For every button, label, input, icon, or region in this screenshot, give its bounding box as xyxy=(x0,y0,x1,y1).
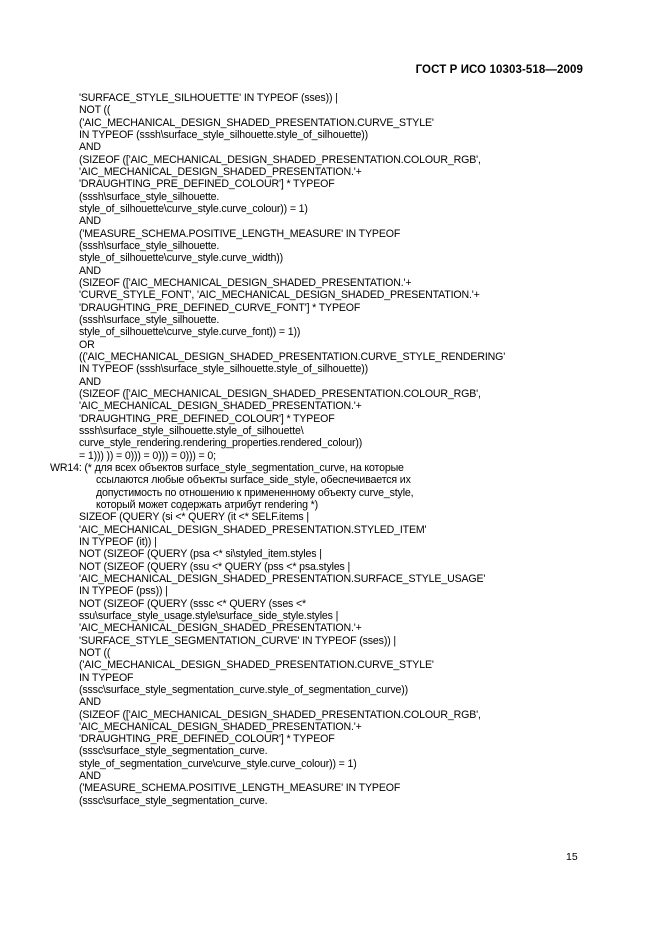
code-line: 'AIC_MECHANICAL_DESIGN_SHADED_PRESENTATION.'+ xyxy=(79,400,362,413)
code-line: 'DRAUGHTING_PRE_DEFINED_COLOUR'] * TYPEOF xyxy=(79,733,335,746)
code-line: sssh\surface_style_silhouette.style_of_silhouette\ xyxy=(79,424,304,437)
code-line: AND xyxy=(79,770,101,783)
code-line: curve_style_rendering.rendering_properties.rendered_colour)) xyxy=(79,437,363,450)
code-line: 'CURVE_STYLE_FONT', 'AIC_MECHANICAL_DESIGN_SHADED_PRESENTATION.'+ xyxy=(79,289,480,302)
code-line: (sssh\surface_style_silhouette. xyxy=(79,190,220,203)
code-line: NOT (( xyxy=(79,646,111,659)
code-line: NOT (SIZEOF (QUERY (psa <* si\styled_item.styles | xyxy=(79,548,322,561)
document-header: ГОСТ Р ИСО 10303-518—2009 xyxy=(415,64,583,76)
code-line: ссылаются любые объекты surface_side_style, обеспечивается их xyxy=(96,474,411,487)
code-line: NOT (( xyxy=(79,104,111,117)
code-line: (sssh\surface_style_silhouette. xyxy=(79,239,220,252)
code-line: (sssc\surface_style_segmentation_curve.style_of_segmentation_curve)) xyxy=(79,683,408,696)
code-line: 'DRAUGHTING_PRE_DEFINED_COLOUR'] * TYPEOF xyxy=(79,178,335,191)
code-line: допустимость по отношению к примененному объекту curve_style, xyxy=(96,486,414,499)
code-line: 'AIC_MECHANICAL_DESIGN_SHADED_PRESENTATION.STYLED_ITEM' xyxy=(79,523,427,536)
code-line: IN TYPEOF (sssh\surface_style_silhouette.style_of_silhouette)) xyxy=(79,363,369,376)
code-line: (SIZEOF (['AIC_MECHANICAL_DESIGN_SHADED_PRESENTATION.COLOUR_RGB', xyxy=(79,153,481,166)
code-line: (sssh\surface_style_silhouette. xyxy=(79,313,220,326)
code-line: SIZEOF (QUERY (si <* QUERY (it <* SELF.items | xyxy=(79,511,309,524)
code-line: style_of_segmentation_curve\curve_style.curve_colour)) = 1) xyxy=(79,757,357,770)
code-line: IN TYPEOF (sssh\surface_style_silhouette.style_of_silhouette)) xyxy=(79,128,369,141)
code-line: AND xyxy=(79,264,101,277)
code-line: 'DRAUGHTING_PRE_DEFINED_COLOUR'] * TYPEOF xyxy=(79,412,335,425)
code-line: AND xyxy=(79,141,101,154)
code-line: (sssc\surface_style_segmentation_curve. xyxy=(79,745,268,758)
code-line: NOT (SIZEOF (QUERY (sssc <* QUERY (sses <* xyxy=(79,597,307,610)
code-line: ('AIC_MECHANICAL_DESIGN_SHADED_PRESENTATION.CURVE_STYLE' xyxy=(79,116,434,129)
code-line: 'DRAUGHTING_PRE_DEFINED_CURVE_FONT'] * TYPEOF xyxy=(79,301,361,314)
rule-label-line: WR14: (* для всех объектов surface_style_segmentation_curve, на которые xyxy=(50,461,404,474)
code-line: ('AIC_MECHANICAL_DESIGN_SHADED_PRESENTATION.CURVE_STYLE' xyxy=(79,659,434,672)
code-line: OR xyxy=(79,338,95,351)
code-line: (SIZEOF (['AIC_MECHANICAL_DESIGN_SHADED_PRESENTATION.COLOUR_RGB', xyxy=(79,708,481,721)
code-line: IN TYPEOF xyxy=(79,671,134,684)
code-line: style_of_silhouette\curve_style.curve_font)) = 1)) xyxy=(79,326,301,339)
code-line: 'SURFACE_STYLE_SEGMENTATION_CURVE' IN TYPEOF (sses)) | xyxy=(79,634,396,647)
code-line: style_of_silhouette\curve_style.curve_colour)) = 1) xyxy=(79,202,308,215)
code-line: который может содержать атрибут rendering *) xyxy=(96,498,318,511)
code-line: 'AIC_MECHANICAL_DESIGN_SHADED_PRESENTATION.'+ xyxy=(79,165,362,178)
code-line: (sssc\surface_style_segmentation_curve. xyxy=(79,794,268,807)
code-line: ('MEASURE_SCHEMA.POSITIVE_LENGTH_MEASURE' IN TYPEOF xyxy=(79,782,401,795)
code-line: 'AIC_MECHANICAL_DESIGN_SHADED_PRESENTATION.SURFACE_STYLE_USAGE' xyxy=(79,572,486,585)
code-line: 'AIC_MECHANICAL_DESIGN_SHADED_PRESENTATION.'+ xyxy=(79,720,362,733)
code-line: (('AIC_MECHANICAL_DESIGN_SHADED_PRESENTATION.CURVE_STYLE_RENDERING' xyxy=(79,350,506,363)
code-line: AND xyxy=(79,375,101,388)
code-line: = 1))) )) = 0))) = 0))) = 0))) = 0; xyxy=(79,449,216,462)
code-line: NOT (SIZEOF (QUERY (ssu <* QUERY (pss <* psa.styles | xyxy=(79,560,351,573)
code-line: IN TYPEOF (pss)) | xyxy=(79,585,168,598)
code-line: 'SURFACE_STYLE_SILHOUETTE' IN TYPEOF (sses)) | xyxy=(79,92,338,104)
code-line: 'AIC_MECHANICAL_DESIGN_SHADED_PRESENTATION.'+ xyxy=(79,622,362,635)
code-line: AND xyxy=(79,215,101,228)
code-line: IN TYPEOF (it)) | xyxy=(79,535,157,548)
code-line: style_of_silhouette\curve_style.curve_width)) xyxy=(79,252,284,265)
code-line: AND xyxy=(79,696,101,709)
code-line: (SIZEOF (['AIC_MECHANICAL_DESIGN_SHADED_PRESENTATION.'+ xyxy=(79,276,412,289)
code-line: ('MEASURE_SCHEMA.POSITIVE_LENGTH_MEASURE' IN TYPEOF xyxy=(79,227,401,240)
code-line: ssu\surface_style_usage.style\surface_side_style.styles | xyxy=(79,609,339,622)
page-number: 15 xyxy=(566,851,578,863)
code-line: (SIZEOF (['AIC_MECHANICAL_DESIGN_SHADED_PRESENTATION.COLOUR_RGB', xyxy=(79,387,481,400)
